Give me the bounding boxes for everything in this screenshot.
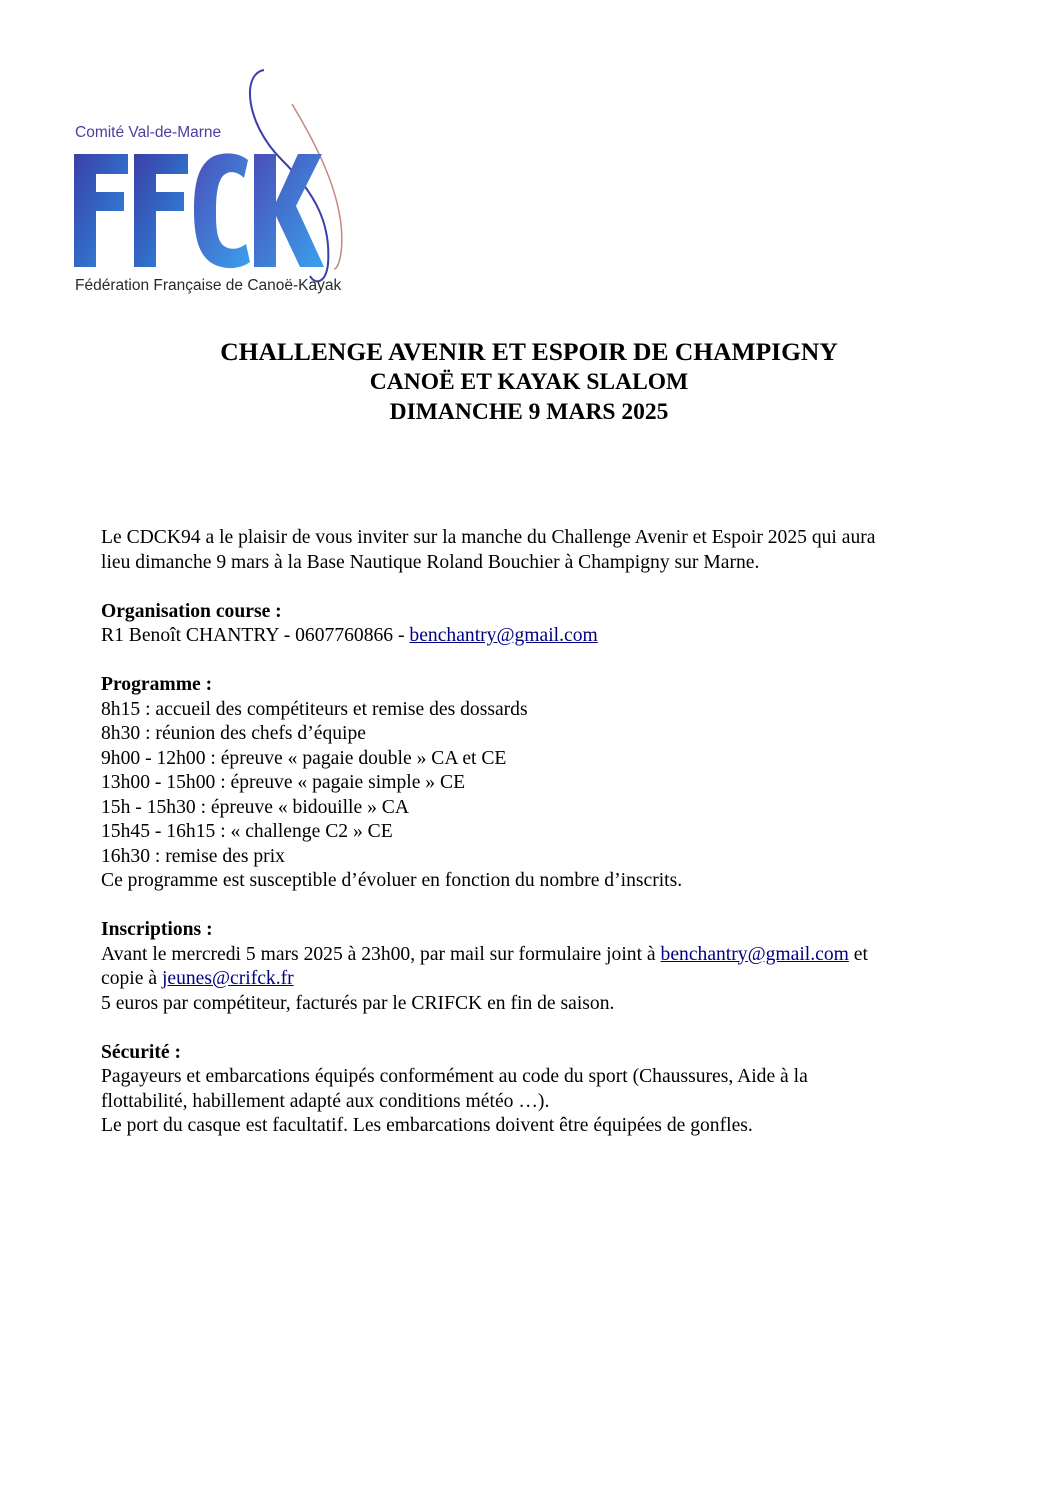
programme-item: 15h - 15h30 : épreuve « bidouille » CA [101, 796, 410, 818]
copy-email-link[interactable]: jeunes@crifck.fr [161, 968, 294, 989]
inscriptions-heading: Inscriptions : [101, 919, 213, 940]
securite-line: flottabilité, habillement adapté aux conditions météo …). [101, 1090, 550, 1112]
organisation-contact [101, 624, 981, 649]
programme-heading: Programme : [101, 674, 213, 695]
ffck-logo [66, 64, 366, 304]
securite-heading: Sécurité : [101, 1041, 181, 1063]
organisation-contact-text: R1 Benoît CHANTRY - 0607760866 - [101, 625, 410, 646]
programme-item: 15h45 - 16h15 : « challenge C2 » CE [101, 821, 393, 842]
organisation-email-link[interactable]: benchantry@gmail.com [409, 625, 598, 646]
subtitle-date: DIMANCHE 9 MARS 2025 [389, 399, 669, 425]
securite-line: Pagayeurs et embarcations équipés conformément au code du sport (Chaussures, Aide à la [101, 1066, 808, 1087]
logo-federation-text: Fédération Française de Canoë-Kayak [75, 277, 342, 294]
securite-line: Le port du casque est facultatif. Les embarcations doivent être équipées de gonfles. [101, 1115, 753, 1136]
inscriptions-fee: 5 euros par compétiteur, facturés par le CRIFCK en fin de saison. [101, 992, 615, 1014]
logo-committee-text: Comité Val-de-Marne [75, 124, 222, 141]
document-body [101, 526, 981, 1139]
programme-item: 8h15 : accueil des compétiteurs et remise des dossards [101, 698, 528, 720]
organisation-heading: Organisation course : [101, 600, 282, 622]
ffck-letters-graphic [66, 64, 366, 304]
intro-line: Le CDCK94 a le plaisir de vous inviter sur la manche du Challenge Avenir et Espoir 2025 qui aura [101, 527, 876, 548]
main-title: CHALLENGE AVENIR ET ESPOIR DE CHAMPIGNY [220, 337, 838, 366]
programme-item: 8h30 : réunion des chefs d’équipe [101, 723, 366, 744]
programme-item: 16h30 : remise des prix [101, 845, 285, 867]
inscriptions-text: Avant le mercredi 5 mars 2025 à 23h00, par mail sur formulaire joint à [101, 943, 661, 965]
inscriptions-line [101, 943, 981, 968]
programme-note: Ce programme est susceptible d’évoluer en fonction du nombre d’inscrits. [101, 870, 683, 891]
inscriptions-text: copie à [101, 968, 162, 989]
title-block [0, 337, 1058, 427]
intro-line: lieu dimanche 9 mars à la Base Nautique Roland Bouchier à Champigny sur Marne. [101, 551, 760, 573]
inscriptions-line [101, 967, 981, 992]
subtitle-discipline: CANOË ET KAYAK SLALOM [369, 369, 689, 395]
inscriptions-email-link[interactable]: benchantry@gmail.com [660, 943, 849, 965]
programme-item: 13h00 - 15h00 : épreuve « pagaie simple » CE [101, 772, 466, 793]
programme-item: 9h00 - 12h00 : épreuve « pagaie double » CA et CE [101, 747, 507, 769]
inscriptions-text: et [848, 943, 868, 965]
